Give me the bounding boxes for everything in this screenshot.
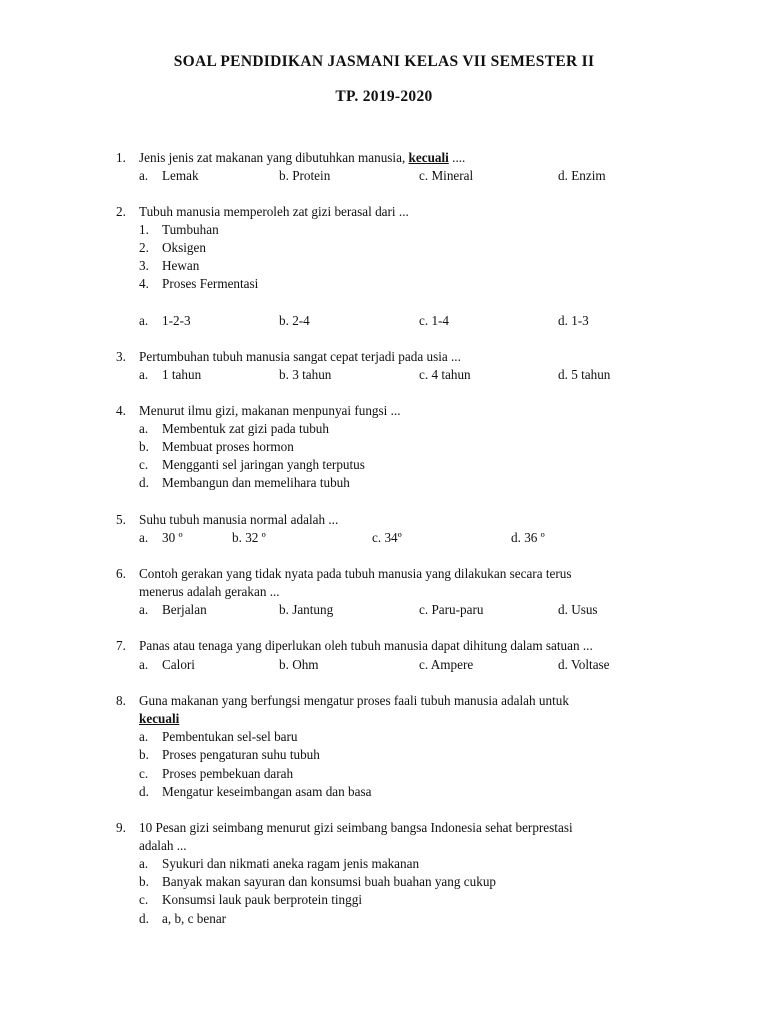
option-marker: b. <box>139 439 149 454</box>
option-marker: c. <box>139 457 149 472</box>
question-text: Suhu tubuh manusia normal adalah ... <box>139 512 339 527</box>
option-c: c. Mineral <box>419 168 474 183</box>
list-item: Proses Fermentasi <box>162 276 259 291</box>
option-a: 1 tahun <box>162 367 202 382</box>
question-number: 7. <box>116 638 126 653</box>
question-text: Jenis jenis zat makanan yang dibutuhkan manusia, kecuali .... <box>139 150 466 165</box>
list-item: Tumbuhan <box>162 222 219 237</box>
question-text: 10 Pesan gizi seimbang menurut gizi seimbang bangsa Indonesia sehat berprestasi <box>139 820 573 835</box>
option-marker: a. <box>139 367 149 382</box>
option-marker: a. <box>139 729 149 744</box>
option-c: c. 1-4 <box>419 313 450 328</box>
question-number: 5. <box>116 512 126 527</box>
option-b: b. 32 º <box>232 530 266 545</box>
question-number: 2. <box>116 204 126 219</box>
option-b: Proses pengaturan suhu tubuh <box>162 747 320 762</box>
question-number: 4. <box>116 403 126 418</box>
option-marker: a. <box>139 856 149 871</box>
question-keyword: kecuali <box>139 711 180 726</box>
option-d: d. Enzim <box>558 168 606 183</box>
option-d: d. Usus <box>558 602 598 617</box>
question-text: Pertumbuhan tubuh manusia sangat cepat terjadi pada usia ... <box>139 349 461 364</box>
option-b: b. 3 tahun <box>279 367 332 382</box>
option-marker: a. <box>139 530 149 545</box>
option-marker: d. <box>139 784 149 799</box>
option-marker: d. <box>139 475 149 490</box>
option-a: 1-2-3 <box>162 313 191 328</box>
option-d: d. 5 tahun <box>558 367 611 382</box>
list-marker: 1. <box>139 222 149 237</box>
option-a: Membentuk zat gizi pada tubuh <box>162 421 329 436</box>
list-item: Oksigen <box>162 240 206 255</box>
document-title: SOAL PENDIDIKAN JASMANI KELAS VII SEMESTER II <box>173 53 595 70</box>
document-year: TP. 2019-2020 <box>335 88 433 105</box>
list-marker: 2. <box>139 240 149 255</box>
question-text-continued: menerus adalah gerakan ... <box>139 584 280 599</box>
option-a: Berjalan <box>162 602 207 617</box>
option-b: Banyak makan sayuran dan konsumsi buah buahan yang cukup <box>162 874 497 889</box>
list-marker: 4. <box>139 276 149 291</box>
question-number: 9. <box>116 820 126 835</box>
question-text: Menurut ilmu gizi, makanan menpunyai fungsi ... <box>139 403 401 418</box>
question-text: Contoh gerakan yang tidak nyata pada tubuh manusia yang dilakukan secara terus <box>139 566 572 581</box>
option-c: Proses pembekuan darah <box>162 766 294 781</box>
option-marker: a. <box>139 657 149 672</box>
option-b: b. Protein <box>279 168 331 183</box>
option-b: b. Ohm <box>279 657 319 672</box>
option-marker: a. <box>139 421 149 436</box>
option-c: Mengganti sel jaringan yangh terputus <box>162 457 365 472</box>
option-marker: d. <box>139 911 149 926</box>
option-a: Pembentukan sel-sel baru <box>162 729 298 744</box>
option-marker: c. <box>139 766 149 781</box>
option-b: b. 2-4 <box>279 313 310 328</box>
question-text: Panas atau tenaga yang diperlukan oleh tubuh manusia dapat dihitung dalam satuan ... <box>139 638 593 653</box>
option-c: c. 4 tahun <box>419 367 471 382</box>
question-text: Guna makanan yang berfungsi mengatur proses faali tubuh manusia adalah untuk <box>139 693 569 708</box>
question-number: 1. <box>116 150 126 165</box>
option-c: Konsumsi lauk pauk berprotein tinggi <box>162 892 362 907</box>
question-number: 6. <box>116 566 126 581</box>
option-d: d. 36 º <box>511 530 545 545</box>
question-number: 8. <box>116 693 126 708</box>
option-d: Mengatur keseimbangan asam dan basa <box>162 784 372 799</box>
option-c: c. Paru-paru <box>419 602 484 617</box>
option-marker: a. <box>139 313 149 328</box>
question-keyword: kecuali <box>408 150 449 165</box>
option-d: a, b, c benar <box>162 911 227 926</box>
option-marker: b. <box>139 874 149 889</box>
option-d: d. 1-3 <box>558 313 589 328</box>
option-a: Syukuri dan nikmati aneka ragam jenis makanan <box>162 856 420 871</box>
option-marker: a. <box>139 602 149 617</box>
option-marker: c. <box>139 892 149 907</box>
option-b: Membuat proses hormon <box>162 439 294 454</box>
option-a: 30 º <box>162 530 183 545</box>
list-marker: 3. <box>139 258 149 273</box>
option-marker: b. <box>139 747 149 762</box>
option-c: c. Ampere <box>419 657 474 672</box>
question-number: 3. <box>116 349 126 364</box>
option-c: c. 34º <box>372 530 402 545</box>
list-item: Hewan <box>162 258 200 273</box>
option-marker: a. <box>139 168 149 183</box>
option-a: Lemak <box>162 168 199 183</box>
option-d: Membangun dan memelihara tubuh <box>162 475 350 490</box>
option-a: Calori <box>162 657 195 672</box>
question-text-continued: adalah ... <box>139 838 187 853</box>
option-b: b. Jantung <box>279 602 334 617</box>
option-d: d. Voltase <box>558 657 610 672</box>
question-text: Tubuh manusia memperoleh zat gizi berasal dari ... <box>139 204 409 219</box>
